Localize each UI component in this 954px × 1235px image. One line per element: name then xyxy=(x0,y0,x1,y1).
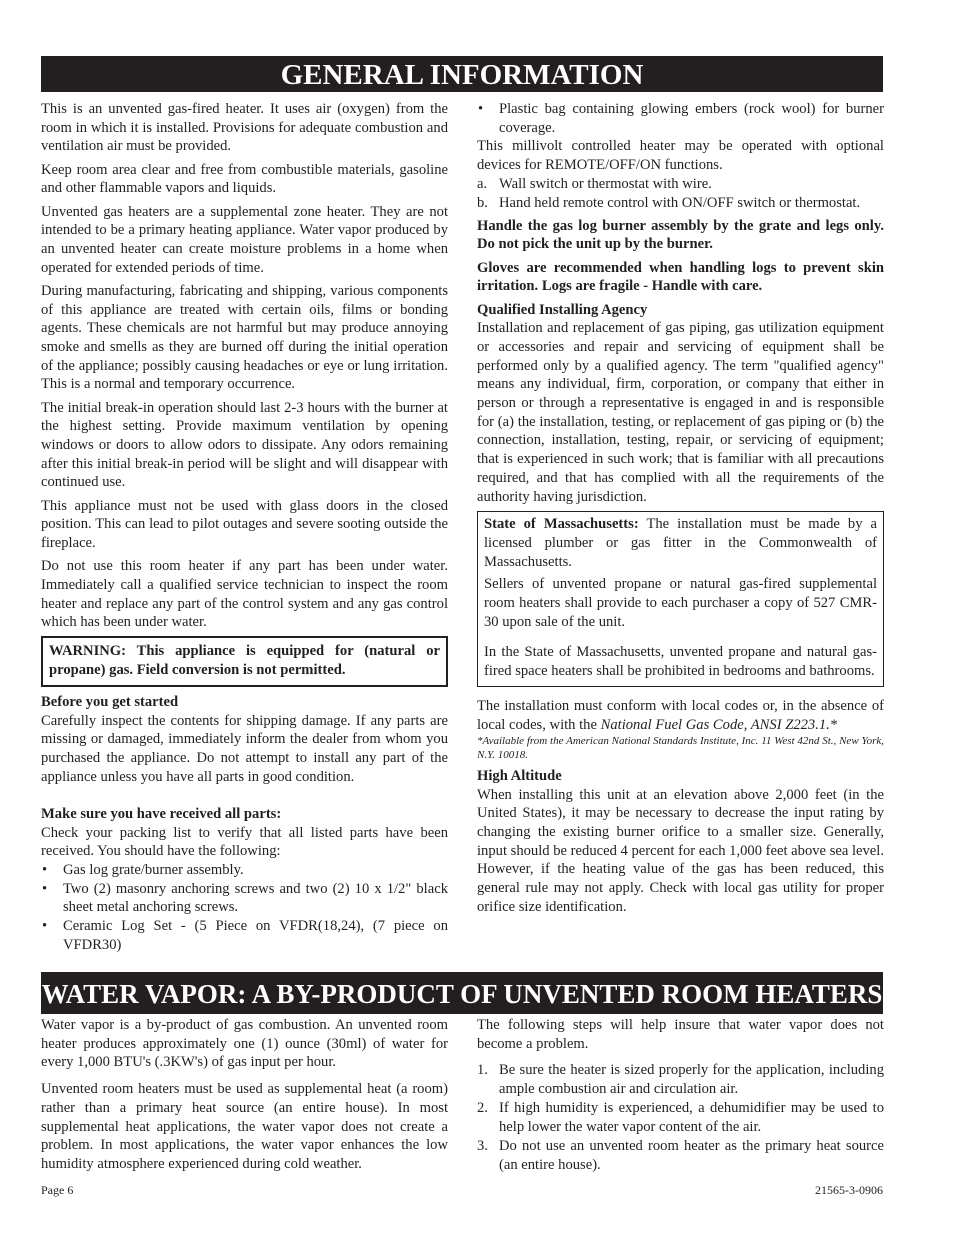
parts-list xyxy=(41,861,448,955)
list-item: • Ceramic Log Set - (5 Piece on VFDR(18,24), (7 piece on VFDR30) xyxy=(41,917,448,954)
document-number: 21565-3-0906 xyxy=(815,1183,883,1197)
massachusetts-sellers: Sellers of unvented propane or natural gas-fired supplemental room heaters shall provide to each purchaser a copy of 527 CMR-30 upon sale of the unit. xyxy=(484,576,877,630)
qualified-agency-paragraph: Installation and replacement of gas piping, gas utilization equipment or accessories and repair and servicing of equipment shall be performed only by a qualified agency. The term "qualified agency" means any individual, firm, corporation, or company that either in person or through a representative is engaged in and is responsible for (a) the installation, testing, or replacement of gas piping or (b) the connection, installation, testing, repair, or servicing of equipment; that is experienced in such work; that is familiar with all precautions required, and that has complied with all the requirements of the authority having jurisdiction. xyxy=(477,320,884,505)
parts-intro: Check your packing list to verify that all listed parts have been received. You should have the following: xyxy=(41,824,448,860)
list-item: 1. Be sure the heater is sized properly for the application, including ample combustion air and circulation air. xyxy=(477,1062,884,1098)
gloves-notice: Gloves are recommended when handling logs to prevent skin irritation. Logs are fragile - Handle with care. xyxy=(477,259,884,295)
gas-warning-box: WARNING: This appliance is equipped for (natural or propane) gas. Field conversion is not permitted. xyxy=(41,636,448,686)
control-options-list xyxy=(477,175,884,213)
before-started-heading: Before you get started xyxy=(41,693,179,710)
list-item: a. Wall switch or thermostat with wire. xyxy=(477,175,712,192)
ansi-footnote: *Available from the American National Standards Institute, Inc. 11 West 42nd St., New York, N.Y. 10018. xyxy=(477,735,884,762)
list-item: • Plastic bag containing glowing embers (rock wool) for burner coverage. xyxy=(477,100,884,137)
water-left-column xyxy=(41,1016,448,1178)
before-started-paragraph: Carefully inspect the contents for shipping damage. If any parts are missing or damaged, immediately inform the dealer from whom you purchased the appliance. Do not attempt to install any part of the appliance unless you have all parts in good condition. xyxy=(41,712,448,785)
qualified-agency-heading: Qualified Installing Agency xyxy=(477,301,648,318)
page-number: Page 6 xyxy=(41,1183,74,1197)
massachusetts-prohibition: In the State of Massachusetts, unvented propane and natural gas-fired space heaters shall be prohibited in bedrooms and bathrooms. xyxy=(484,644,877,680)
manufacturing-paragraph: During manufacturing, fabricating and shipping, various components of this appliance are treated with certain oils, films or bonding agents. These chemicals are not harmful but may produce annoying smoke and smells as they are burned off during the initial operation of the appliance; possibly causing headaches or eye or lung irritation. This is a normal and temporary occurrence. xyxy=(41,282,448,393)
water-damage-paragraph: Do not use this room heater if any part has been under water. Immediately call a qualified service technician to inspect the room heater and replace any part of the control system and any gas control which has been under water. xyxy=(41,558,448,631)
general-information-heading: GENERAL INFORMATION xyxy=(41,56,883,92)
glass-doors-paragraph: This appliance must not be used with glass doors in the closed position. This can lead to pilot outages and severe sooting outside the fireplace. xyxy=(41,497,448,551)
high-altitude-paragraph: When installing this unit at an elevation above 2,000 feet (in the United States), it may be necessary to decrease the input rating by changing the existing burner orifice to a smaller size. Generally, input should be reduced 4 percent for each 1,000 feet above sea level. However, if the heating value of the gas has been reduced, this general rule may not apply. Check with local gas utility for proper orifice size identification. xyxy=(477,786,884,915)
water-steps-intro: The following steps will help insure that water vapor does not become a problem. xyxy=(477,1017,884,1052)
water-steps-list xyxy=(477,1061,884,1174)
high-altitude-heading: High Altitude xyxy=(477,767,562,784)
list-item: • Two (2) masonry anchoring screws and two (2) 10 x 1/2" black sheet metal anchoring screws. xyxy=(41,880,448,917)
clearance-paragraph: Keep room area clear and free from combustible materials, gasoline and other flammable vapors and liquids. xyxy=(41,161,448,197)
intro-paragraph: This is an unvented gas-fired heater. It uses air (oxygen) from the room in which it is installed. Provisions for adequate combustion and ventilation air must be provided. xyxy=(41,101,448,155)
list-item: • Gas log grate/burner assembly. xyxy=(41,861,448,880)
break-in-paragraph: The initial break-in operation should last 2-3 hours with the burner at the highest setting. Provide maximum ventilation by opening windows or doors to allow odors to dissipate. Any odors remaining after this initial break-in period will be slight and will disappear with continued use. xyxy=(41,399,448,491)
handle-notice: Handle the gas log burner assembly by the grate and legs only. Do not pick the unit up by the burner. xyxy=(477,217,884,253)
water-vapor-heading: WATER VAPOR: A BY-PRODUCT OF UNVENTED ROOM HEATERS xyxy=(41,972,883,1014)
supplemental-heat-paragraph: Unvented room heaters must be used as supplemental heat (a room) rather than a primary heat source (an entire house). In most supplemental heat applications, the water vapor does not create a problem. In most applications, the water vapor enhances the low humidity atmosphere experienced during cold weather. xyxy=(41,1081,448,1172)
list-item: 3. Do not use an unvented room heater as the primary heat source (an entire house). xyxy=(477,1138,884,1173)
parts-heading: Make sure you have received all parts: xyxy=(41,805,282,822)
local-codes-paragraph: The installation must conform with local codes or, in the absence of local codes, with the National Fuel Gas Code, ANSI Z223.1.* xyxy=(477,697,884,733)
massachusetts-box xyxy=(477,511,884,687)
millivolt-paragraph: This millivolt controlled heater may be operated with optional devices for REMOTE/OFF/ON functions. xyxy=(477,138,884,174)
list-item: b. Hand held remote control with ON/OFF switch or thermostat. xyxy=(477,195,861,212)
general-right-column xyxy=(477,100,884,921)
water-right-column xyxy=(477,1016,884,1179)
supplemental-paragraph: Unvented gas heaters are a supplemental zone heater. They are not intended to be a primary heating appliance. Water vapor produced by an unvented heater can create moisture problems in a home when operated for extended periods of time. xyxy=(41,203,448,276)
massachusetts-installation: State of Massachusetts: The installation must be made by a licensed plumber or gas fitter in the Commonwealth of Massachusetts. xyxy=(484,516,877,570)
water-vapor-paragraph: Water vapor is a by-product of gas combustion. An unvented room heater produces approximately one (1) ounce (30ml) of water for every 1,000 BTU's (.3KW's) of gas input per hour. xyxy=(41,1017,448,1071)
general-left-column xyxy=(41,100,448,955)
parts-list-continued xyxy=(477,100,884,137)
list-item: 2. If high humidity is experienced, a dehumidifier may be used to help lower the water vapor content of the air. xyxy=(477,1100,884,1136)
